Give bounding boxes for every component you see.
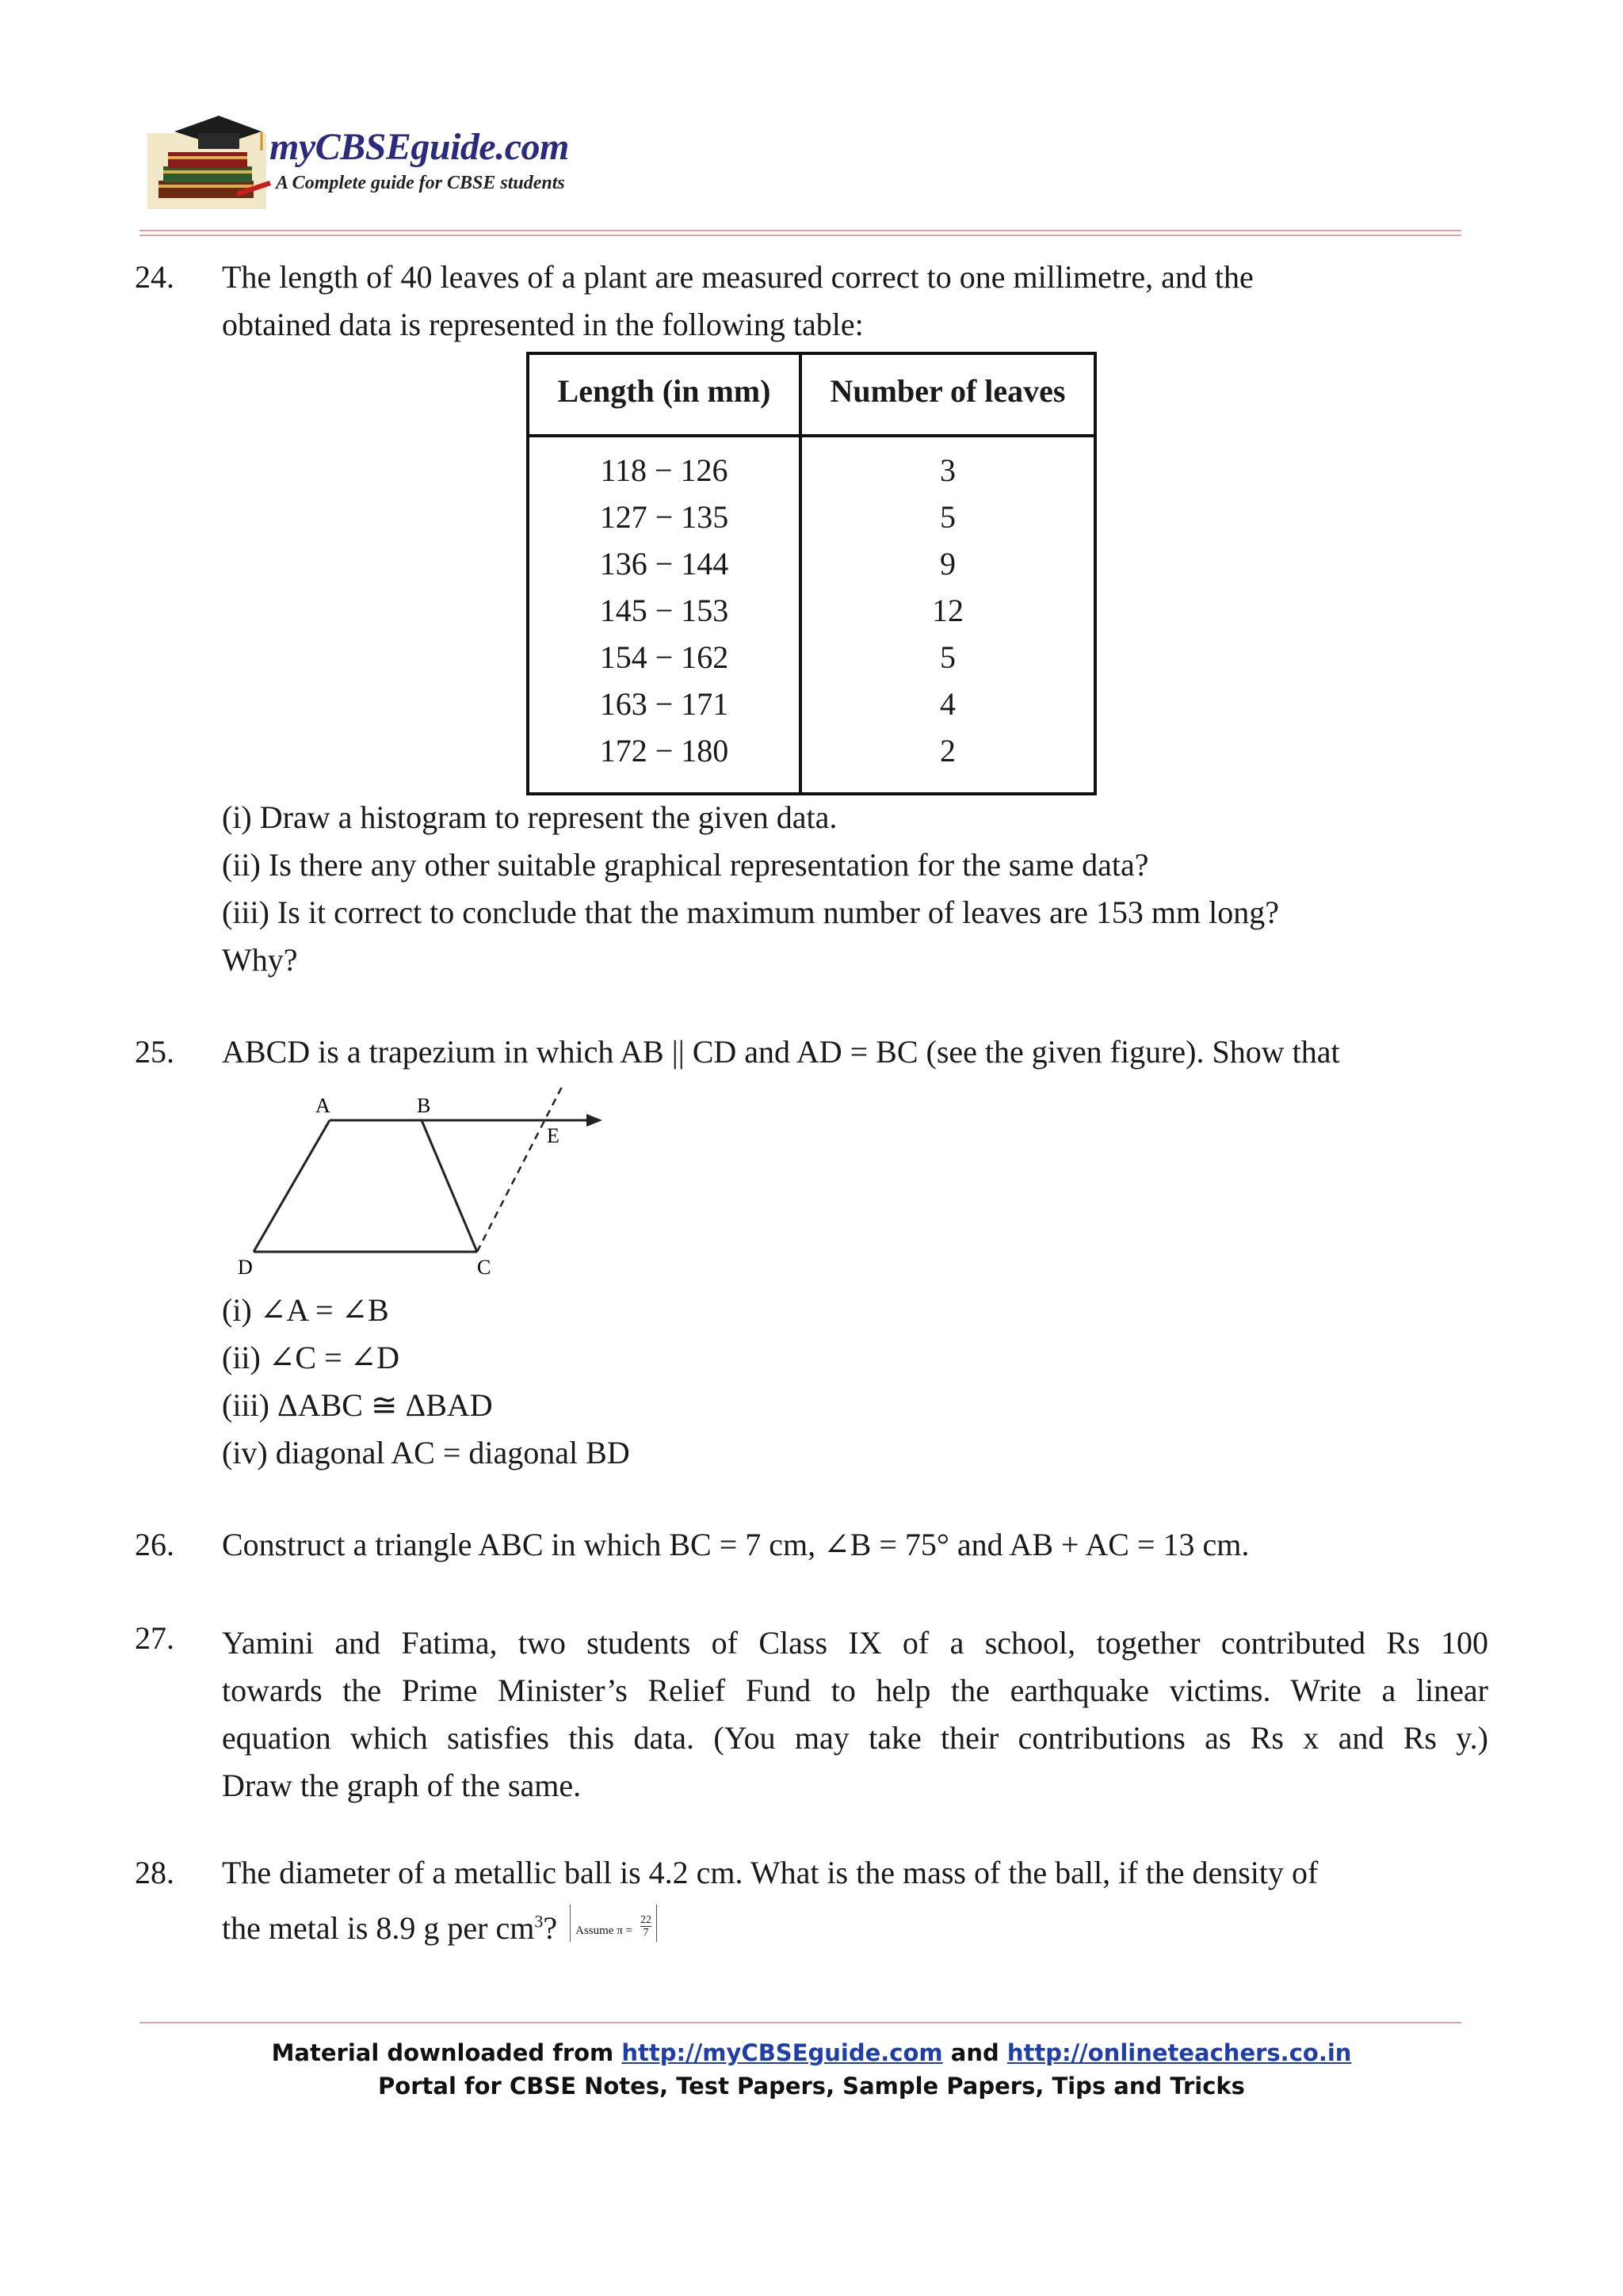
assume-label: Assume π = [575,1924,632,1937]
figure-dashed-ce [477,1085,564,1252]
question-text-segment: ? [543,1910,558,1946]
question-number: 27. [135,1620,174,1656]
footer-link-onlineteachers[interactable]: http://onlineteachers.co.in [1006,2039,1352,2066]
arrowhead-icon [586,1114,602,1127]
table-cell: 4 [940,686,956,722]
table-cell: 12 [932,593,964,628]
question-number: 25. [135,1034,174,1070]
fraction-denominator: 7 [643,1927,649,1939]
figure-label-d: D [238,1256,253,1279]
figure-label-b: B [417,1094,431,1117]
trapezium-figure [230,1085,610,1283]
table-cell: 127 − 135 [599,499,729,535]
question-part: (i) Draw a histogram to represent the given data. [222,799,838,835]
figure-label-c: C [477,1256,491,1279]
table-cell: 5 [940,499,956,535]
question-number: 26. [135,1527,174,1562]
figure-edge-da [254,1120,330,1252]
question-number: 24. [135,259,174,295]
footer-line-1 [0,2039,1623,2066]
figure-label-e: E [547,1124,559,1147]
brand-name: myCBSEguide.com [269,126,569,168]
question-text-block [222,1619,1488,1810]
question-part: Why? [222,942,298,978]
question-part: (i) ∠A = ∠B [222,1292,389,1328]
question-text-line: Draw the graph of the same. [222,1768,582,1803]
question-text-segment: the metal is 8.9 g per cm [222,1910,535,1946]
table-cell: 163 − 171 [599,686,729,722]
question-text-line [222,1905,657,1947]
question-text-line: obtained data is represented in the following table: [222,307,864,342]
table-cell: 172 − 180 [599,733,729,769]
table-header-length: Length (in mm) [557,373,771,409]
question-part: (iii) ΔABC ≅ ΔBAD [222,1387,493,1423]
figure-label-a: A [315,1094,330,1117]
footer-and: and [950,2039,999,2066]
question-part: (ii) ∠C = ∠D [222,1340,400,1375]
fraction-numerator: 22 [640,1914,651,1927]
fraction [640,1914,651,1939]
table-header-divider [529,434,1094,437]
table-cell: 145 − 153 [599,593,729,628]
table-cell: 118 − 126 [600,452,728,488]
table-cell: 3 [940,452,956,488]
question-part: (ii) Is there any other suitable graphical representation for the same data? [222,847,1149,883]
header-rule-2 [139,235,1461,236]
assume-hint [570,1905,657,1942]
question-text-line: The length of 40 leaves of a plant are measured correct to one millimetre, and the [222,259,1254,295]
footer-link-mycbseguide[interactable]: http://myCBSEguide.com [621,2039,943,2066]
question-text-line: Construct a triangle ABC in which BC = 7 cm, ∠B = 75° and AB + AC = 13 cm. [222,1527,1250,1562]
footer-rule [139,2022,1461,2023]
question-part: (iii) Is it correct to conclude that the maximum number of leaves are 153 mm long? [222,894,1280,930]
table-cell: 136 − 144 [599,546,729,582]
table-cell: 5 [940,639,956,675]
brand-tagline: A Complete guide for CBSE students [276,173,565,193]
table-cell: 9 [940,546,956,582]
question-text-line: towards the Prime Minister’s Relief Fund to help the earthquake victims. Write a linear [222,1672,1488,1708]
question-text-line: equation which satisfies this data. (You may take their contributions as Rs x and Rs y.) [222,1720,1488,1756]
footer-prefix: Material downloaded from [271,2039,614,2066]
question-part: (iv) diagonal AC = diagonal BD [222,1435,630,1470]
site-logo [143,109,618,212]
figure-edge-cb [422,1120,477,1252]
frequency-table [526,352,1097,795]
table-cell: 2 [940,733,956,769]
header-rule [139,230,1461,231]
footer-line-2: Portal for CBSE Notes, Test Papers, Sample Papers, Tips and Tricks [378,2073,1245,2100]
table-header-count: Number of leaves [830,373,1066,409]
question-number: 28. [135,1855,174,1890]
question-text-line: ABCD is a trapezium in which AB || CD and AD = BC (see the given figure). Show that [222,1034,1340,1070]
question-text-line: The diameter of a metallic ball is 4.2 cm. What is the mass of the ball, if the density of [222,1855,1319,1890]
question-text-line: Yamini and Fatima, two students of Class IX of a school, together contributed Rs 100 [222,1625,1488,1661]
table-cell: 154 − 162 [599,639,729,675]
superscript: 3 [534,1911,544,1932]
books-graduation-cap-icon [143,109,277,212]
